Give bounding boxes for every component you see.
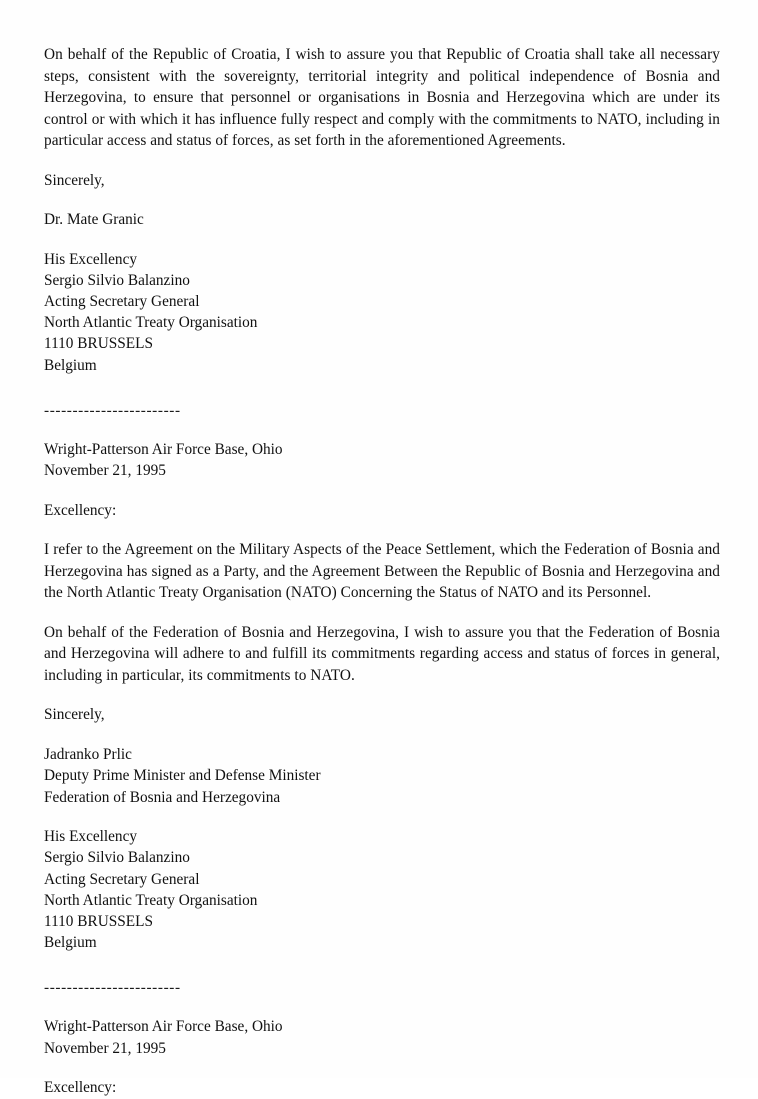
signer-entity: Federation of Bosnia and Herzegovina [44,788,281,806]
letter-divider-1: ------------------------ [44,401,181,419]
addressee-line-country: Belgium [44,934,97,952]
federation-letter-addressee [44,826,720,953]
croatia-letter-body: On behalf of the Republic of Croatia, I wish to assure you that Republic of Croatia shall take all necessary steps, consistent with the sovereignty, territorial integrity and political independence of Bosnia and Herzegovina, to ensure that personnel or organisations in Bosnia and Herzegovina which are under its control or with which it has influence fully respect and comply with the commitments to NATO, including in particular access and status of forces, as set forth in the aforementioned Agreements. [44,46,720,149]
croatia-letter-closing: Sincerely, [44,171,105,189]
federation-letter-body-1: I refer to the Agreement on the Military Aspects of the Peace Settlement, which the Federation of Bosnia and Herzegovina has signed as a Party, and the Agreement Between the Republic of Bosnia and Herzegovina and the North Atlantic Treaty Organisation (NATO) Concerning the Status of NATO and its Personnel. [44,541,720,602]
addressee-line-role: Acting Secretary General [44,292,200,310]
federation-letter-dateline [44,439,720,482]
croatia-letter-addressee [44,249,720,376]
signer-name: Jadranko Prlic [44,745,132,763]
addressee-line-name: Sergio Silvio Balanzino [44,849,190,867]
federation-letter-date: November 21, 1995 [44,462,166,480]
addressee-line-country: Belgium [44,356,97,374]
federation-letter-closing: Sincerely, [44,706,105,724]
next-letter-dateline [44,1016,720,1059]
signer-title: Deputy Prime Minister and Defense Minister [44,767,321,785]
addressee-line-organisation: North Atlantic Treaty Organisation [44,891,258,909]
federation-letter-salutation: Excellency: [44,501,117,519]
next-letter-salutation: Excellency: [44,1079,117,1097]
next-letter-place: Wright-Patterson Air Force Base, Ohio [44,1018,283,1036]
addressee-line-title: His Excellency [44,828,138,846]
federation-letter-signature-block [44,744,720,809]
document-content [44,44,720,1099]
croatia-letter-signer: Dr. Mate Granic [44,211,144,228]
addressee-line-role: Acting Secretary General [44,870,200,888]
next-letter-date: November 21, 1995 [44,1039,166,1057]
letter-divider-2: ------------------------ [44,979,181,997]
addressee-line-title: His Excellency [44,250,138,268]
addressee-line-city: 1110 BRUSSELS [44,913,153,931]
federation-letter-place: Wright-Patterson Air Force Base, Ohio [44,440,283,458]
addressee-line-organisation: North Atlantic Treaty Organisation [44,314,258,332]
addressee-line-city: 1110 BRUSSELS [44,335,153,353]
federation-letter-body-2: On behalf of the Federation of Bosnia and Herzegovina, I wish to assure you that the Federation of Bosnia and Herzegovina will adhere to and fulfill its commitments regarding access and status of forces in general, including in particular, its commitments to NATO. [44,623,720,684]
addressee-line-name: Sergio Silvio Balanzino [44,271,190,289]
